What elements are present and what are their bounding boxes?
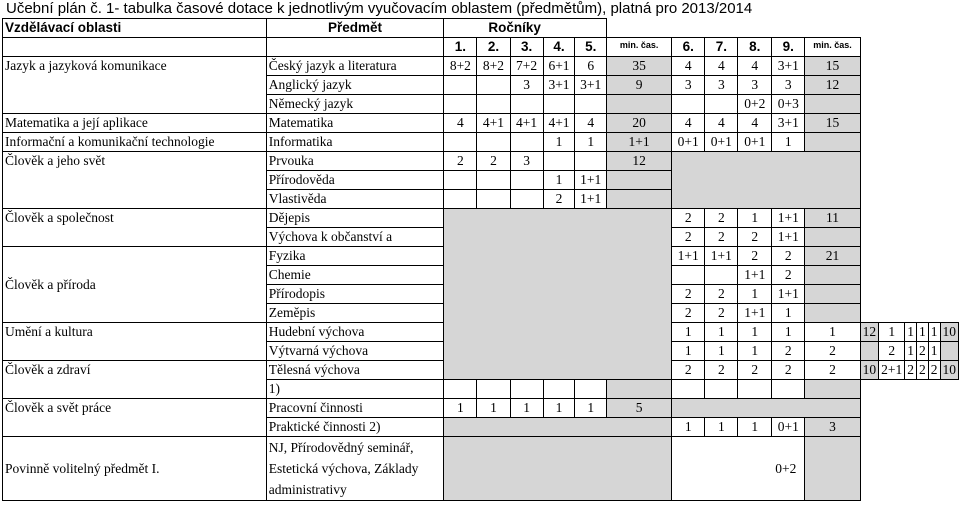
hours-cell: 1+1 <box>705 247 738 266</box>
hours-cell: 1 <box>672 323 705 342</box>
grade-header: 5. <box>575 38 607 57</box>
min-time-cell: 10 <box>940 323 959 342</box>
min-time-cell: 1+1 <box>607 133 672 152</box>
hours-cell: 3 <box>510 76 543 95</box>
hours-cell: 4 <box>705 114 738 133</box>
hours-cell: 1 <box>928 342 940 361</box>
table-row <box>3 209 959 228</box>
hours-cell: 0+1 <box>672 133 705 152</box>
hours-cell: 2 <box>879 342 905 361</box>
subject-cell: Dějepis <box>266 209 444 228</box>
hours-cell: 2 <box>705 285 738 304</box>
hours-cell: 1+1 <box>772 285 805 304</box>
hours-cell: 3+1 <box>772 114 805 133</box>
hours-cell: 2 <box>672 361 705 380</box>
min-time-cell: 15 <box>805 57 860 76</box>
area-cell: Člověk a jeho svět <box>3 152 267 209</box>
subject-cell: Fyzika <box>266 247 444 266</box>
hours-cell: 2 <box>772 266 805 285</box>
hours-cell: 2 <box>772 247 805 266</box>
grade-numbers-row <box>3 38 959 57</box>
min-time-cell: 15 <box>805 114 860 133</box>
hours-cell: 8+2 <box>444 57 477 76</box>
min-time-cell: 3 <box>805 418 860 437</box>
hours-cell: 1 <box>705 342 738 361</box>
table-row <box>3 114 959 133</box>
hours-cell: 0+2 <box>738 95 772 114</box>
area-cell: Jazyk a jazyková komunikace <box>3 57 267 114</box>
min-time-cell: 12 <box>607 152 672 171</box>
table-row <box>3 437 959 501</box>
subject-cell: Přírodověda <box>266 171 444 190</box>
hours-cell: 2 <box>705 304 738 323</box>
area-cell: Člověk a zdraví <box>3 361 267 399</box>
hours-cell: 3+1 <box>575 76 607 95</box>
hours-cell: 8+2 <box>477 57 510 76</box>
hours-cell: 1+1 <box>738 266 772 285</box>
hours-cell: 2 <box>928 361 940 380</box>
hours-cell: 3 <box>510 152 543 171</box>
hours-cell: 4 <box>705 57 738 76</box>
hours-cell: 0+1 <box>772 418 805 437</box>
area-cell: Člověk a společnost <box>3 209 267 247</box>
hours-cell: 3 <box>672 76 705 95</box>
hours-cell: 2 <box>917 342 929 361</box>
min-time-cell: 20 <box>607 114 672 133</box>
grade-header: 9. <box>772 38 805 57</box>
hours-cell: 2 <box>772 361 805 380</box>
hours-cell: 0+1 <box>705 133 738 152</box>
subject-column-header: Předmět <box>266 19 444 38</box>
subject-cell: Zeměpis <box>266 304 444 323</box>
table-row <box>3 57 959 76</box>
hours-cell: 4 <box>672 114 705 133</box>
document-title: Učební plán č. 1- tabulka časové dotace k jednotlivým vyučovacím oblastem (předmětům), platná pro 2013/2014 <box>6 0 753 17</box>
hours-cell: 2 <box>444 152 477 171</box>
hours-cell: 1 <box>879 323 905 342</box>
hours-cell: 1+1 <box>772 209 805 228</box>
hours-cell: 1 <box>444 399 477 418</box>
subject-cell: Výtvarná výchova <box>266 342 444 361</box>
hours-cell: 2 <box>917 361 929 380</box>
subject-cell: Český jazyk a literatura <box>266 57 444 76</box>
hours-cell: 0+2 <box>672 437 805 501</box>
hours-cell: 2 <box>477 152 510 171</box>
hours-cell: 4+1 <box>477 114 510 133</box>
hours-cell: 2 <box>705 228 738 247</box>
area-cell: Člověk a svět práce <box>3 399 267 437</box>
area-cell: Umění a kultura <box>3 323 267 361</box>
table-row <box>3 152 959 171</box>
hours-cell: 1+1 <box>575 190 607 209</box>
grade-header: 7. <box>705 38 738 57</box>
hours-cell: 4 <box>738 57 772 76</box>
hours-cell: 2 <box>543 190 575 209</box>
hours-cell: 1 <box>905 323 917 342</box>
hours-cell: 0+1 <box>738 133 772 152</box>
min-time-cell <box>805 133 860 152</box>
min-time-header: min. čas. <box>619 40 659 50</box>
hours-cell: 1 <box>672 342 705 361</box>
hours-cell: 1 <box>738 323 772 342</box>
hours-cell: 1 <box>705 418 738 437</box>
min-time-cell: 9 <box>607 76 672 95</box>
hours-cell: 4+1 <box>510 114 543 133</box>
hours-cell: 1 <box>738 418 772 437</box>
subject-cell: Anglický jazyk <box>266 76 444 95</box>
hours-cell: 2 <box>738 247 772 266</box>
min-time-cell: 12 <box>860 323 879 342</box>
hours-cell: 1+1 <box>575 171 607 190</box>
hours-cell: 2 <box>805 342 860 361</box>
hours-cell: 1 <box>705 323 738 342</box>
hours-cell: 1 <box>575 399 607 418</box>
hours-cell: 3+1 <box>543 76 575 95</box>
grade-header: 4. <box>543 38 575 57</box>
hours-cell: 2 <box>672 209 705 228</box>
area-cell: Informační a komunikační technologie <box>3 133 267 152</box>
subject-cell: Praktické činnosti 2) <box>266 418 444 437</box>
hours-cell: 1 <box>738 209 772 228</box>
hours-cell: 3 <box>772 76 805 95</box>
subject-cell: Chemie <box>266 266 444 285</box>
grade-header: 8. <box>738 38 772 57</box>
hours-cell: 2 <box>738 361 772 380</box>
hours-cell: 2 <box>672 228 705 247</box>
hours-cell: 1 <box>738 285 772 304</box>
hours-cell: 1 <box>928 323 940 342</box>
hours-cell: 2 <box>705 209 738 228</box>
hours-cell: 1 <box>805 323 860 342</box>
grade-header: 2. <box>477 38 510 57</box>
hours-cell: 1+1 <box>738 304 772 323</box>
hours-cell: 1 <box>905 342 917 361</box>
hours-cell: 1+1 <box>772 228 805 247</box>
subject-cell: 1) <box>266 380 444 399</box>
hours-cell: 1 <box>917 323 929 342</box>
subject-cell: NJ, Přírodovědný seminář, Estetická výchova, Základy administrativy <box>266 437 444 501</box>
subject-cell: Informatika <box>266 133 444 152</box>
subject-cell: Tělesná výchova <box>266 361 444 380</box>
grades-column-header: Ročníky <box>444 19 607 38</box>
hours-cell: 1 <box>543 399 575 418</box>
hours-cell: 1 <box>772 323 805 342</box>
hours-cell: 2 <box>705 361 738 380</box>
subject-cell: Prvouka <box>266 152 444 171</box>
hours-cell: 4 <box>738 114 772 133</box>
hours-cell: 1 <box>672 418 705 437</box>
subject-cell: Vlastivěda <box>266 190 444 209</box>
hours-cell: 2 <box>672 285 705 304</box>
hours-cell: 2 <box>905 361 917 380</box>
hours-cell: 1 <box>543 133 575 152</box>
min-time-cell: 11 <box>805 209 860 228</box>
hours-cell: 2 <box>738 228 772 247</box>
hours-cell: 1 <box>575 133 607 152</box>
subject-cell: Matematika <box>266 114 444 133</box>
area-column-header: Vzdělávací oblasti <box>3 19 267 38</box>
hours-cell: 4 <box>575 114 607 133</box>
hours-cell: 6 <box>575 57 607 76</box>
hours-cell: 1 <box>510 399 543 418</box>
hours-cell: 2 <box>805 361 860 380</box>
grade-header: 6. <box>672 38 705 57</box>
area-cell: Povinně volitelný předmět I. <box>3 437 267 501</box>
hours-cell: 1 <box>772 133 805 152</box>
hours-cell: 6+1 <box>543 57 575 76</box>
hours-cell: 4 <box>444 114 477 133</box>
hours-cell: 2+1 <box>879 361 905 380</box>
subject-cell: Pracovní činnosti <box>266 399 444 418</box>
grade-header: 1. <box>444 38 477 57</box>
area-cell: Matematika a její aplikace <box>3 114 267 133</box>
hours-cell: 1 <box>738 342 772 361</box>
min-time-cell: 21 <box>805 247 860 266</box>
subject-cell: Německý jazyk <box>266 95 444 114</box>
hours-cell: 1 <box>543 171 575 190</box>
hours-cell: 7+2 <box>510 57 543 76</box>
hours-cell: 1+1 <box>672 247 705 266</box>
hours-cell: 3 <box>705 76 738 95</box>
hours-cell: 1 <box>772 304 805 323</box>
min-time-cell: 35 <box>607 57 672 76</box>
hours-cell: 3 <box>738 76 772 95</box>
table-row <box>3 399 959 418</box>
hours-cell: 4+1 <box>543 114 575 133</box>
hours-cell: 4 <box>672 57 705 76</box>
header-row <box>3 19 959 38</box>
subject-cell: Výchova k občanství a <box>266 228 444 247</box>
hours-cell: 1 <box>477 399 510 418</box>
subject-cell: Hudební výchova <box>266 323 444 342</box>
min-time-cell: 10 <box>860 361 879 380</box>
area-cell: Člověk a příroda <box>3 247 267 323</box>
table-row <box>3 133 959 152</box>
min-time-header: min. čas. <box>813 40 852 50</box>
hours-cell: 3+1 <box>772 57 805 76</box>
min-time-cell: 10 <box>940 361 959 380</box>
hours-cell: 2 <box>672 304 705 323</box>
hours-cell: 0+3 <box>772 95 805 114</box>
hours-cell: 2 <box>772 342 805 361</box>
grade-header: 3. <box>510 38 543 57</box>
curriculum-table <box>2 18 959 501</box>
min-time-cell: 5 <box>607 399 672 418</box>
min-time-cell: 12 <box>805 76 860 95</box>
subject-cell: Přírodopis <box>266 285 444 304</box>
